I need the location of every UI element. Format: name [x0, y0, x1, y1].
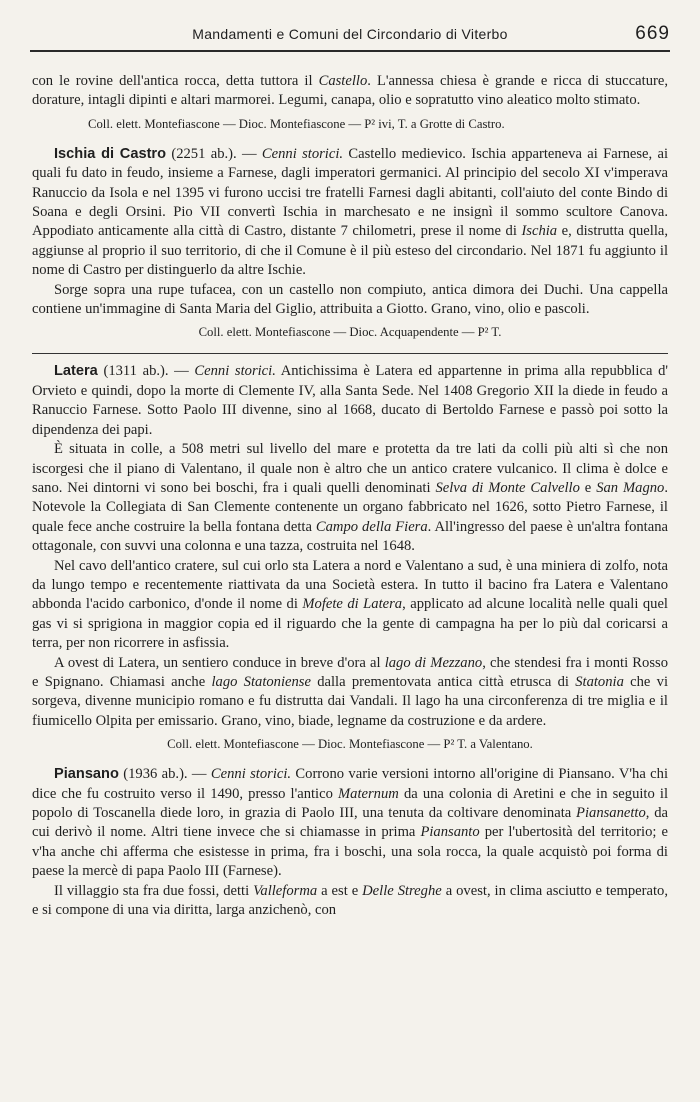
continuation-coll-line: Coll. elett. Montefiascone — Dioc. Montefiascone — P² ivi, T. a Grotte di Castro. [88, 116, 505, 131]
page-number: 669 [635, 23, 670, 44]
piansano-paragraph-1: Piansano (1936 ab.). — Cenni storici. Corrono varie versioni intorno all'origine di Piansano. V'ha chi dice che fu costruito verso il 1490, presso l'antico Maternum da una colonia di Aretini e che in seguito il popolo di Toscanella diede loro, in grazia di Paolo III, una tenuta da coltivare denominata Piansanetto, da cui derivò il nome. Altri tiene invece che si chiamasse in prima Piansanto per l'ubertosità del territorio; e v'ha anche chi afferma che esistesse in prima, fra i boschi, una sola rocca, la quale acquistò poi forma di paese la mercè di papa Paolo III (Farnese). [32, 766, 669, 880]
ischia-paragraph-1: Ischia di Castro (2251 ab.). — Cenni storici. Castello medievico. Ischia apparteneva ai Farnese, ai quali fu dato in feudo, insieme a Farnese, dagli imperatori germanici. Al principio del secolo XI v'imperava Ranuccio da Isola e nel 1395 vi furono uccisi tre fratelli Farnesi dagli abitanti, coll'aiuto del conte Bindo di Soana e degli Orsini. Pio VII convertì Ischia in marchesato e ne insignì il sommo scultore Canova. Appodiato anticamente alla città di Castro, distante 7 chilometri, prese il nome di Ischia e, distrutta quella, aggiunse al proprio il suo territorio, di che il Comune è il più esteso del circondario. Nel 1871 fu aggiunto il nome di Castro per distinguerlo da altre Ischie. [32, 145, 668, 279]
piansano-name: Piansano [54, 766, 119, 783]
section-divider [32, 353, 668, 354]
page-body [32, 72, 668, 920]
latera-paragraph-1: Latera (1311 ab.). — Cenni storici. Antichissima è Latera ed appartenne in prima alla repubblica d' Orvieto e quindi, dopo la morte di Clemente IV, alla Santa Sede. Nel 1408 Gregorio XII la diede in feudo a Ranuccio Farnese. Sotto Paolo III divenne, sino al 1668, ducato di Bertoldo Farnese e passò poi sotto la dipendenza dei papi. [32, 363, 668, 438]
piansano-paragraph-2: Il villaggio sta fra due fossi, detti Valleforma a est e Delle Streghe a ovest, in clima asciutto e temperato, e si compone di una via diritta, larga anzichenò, con [32, 882, 668, 919]
continuation-paragraph: con le rovine dell'antica rocca, detta tuttora il Castello. L'annessa chiesa è grande e ricca di stuccature, dorature, intagli dipinti e altari marmorei. Legumi, canapa, olio e sopratutto vino aleatico molto stimato. [32, 73, 668, 109]
latera-paragraph-3: Nel cavo dell'antico cratere, sul cui orlo sta Latera a nord e Valentano a sud, è una miniera di zolfo, nota da lungo tempo e recentemente riattivata da una Società estera. In tutto il bacino fra Latera e Valentano abbonda l'acido carbonico, d'onde il nome di Mofete di Latera, applicato ad alcune località nelle quali quel gas vi si sprigiona in maggior copia ed il riguardo che la gente di campagna ha per lo più dal coricarsi a terra, per non ricorrere in asfissia. [32, 557, 668, 652]
ischia-name: Ischia di Castro [54, 145, 167, 162]
ischia-paragraph-2: Sorge sopra una rupe tufacea, con un castello non compiuto, antica dimora dei Duchi. Una cappella contiene un'immagine di Santa Maria del Giglio, attribuita a Giotto. Grano, vino, olio e pascoli. [32, 281, 668, 318]
running-header [30, 20, 670, 52]
latera-paragraph-4: A ovest di Latera, un sentiero conduce in breve d'ora al lago di Mezzano, che stendesi fra i monti Rosso e Spignano. Chiamasi anche lago Statoniense dalla prementovata antica città etrusca di Statonia che vi sorgeva, divenne municipio romano e fu distrutta dai Vandali. Il lago ha una circonferenza di tre miglia e il fiumicello Olpita per emissario. Grano, vino, biade, legname da costruzione e da ardere. [32, 654, 669, 729]
latera-coll-line: Coll. elett. Montefiascone — Dioc. Montefiascone — P² T. a Valentano. [167, 737, 533, 752]
latera-name: Latera [54, 363, 98, 380]
latera-paragraph-2: È situata in colle, a 508 metri sul livello del mare e protetta da tre lati da colli più alti sì che non iscorgesi che il piano di Valentano, il quale non è altro che un antico cratere vulcanico. Il clima è dolce e sano. Nei dintorni vi sono bei boschi, fra i quali quelli denominati Selva di Monte Calvello e San Magno. Notevole la Collegiata di San Clemente contenente un organo fabbricato nel 1626, sotto Pietro Farnese, il quale fece anche costruire la bella fontana detta Campo della Fiera. All'ingresso del paese è un'altra fontana ottagonale, con suvvi una colonna e una tazza, costruita nel 1648. [32, 441, 668, 555]
header-title: Mandamenti e Comuni del Circondario di Viterbo [192, 26, 508, 42]
ischia-coll-line: Coll. elett. Montefiascone — Dioc. Acquapendente — P² T. [198, 325, 502, 340]
